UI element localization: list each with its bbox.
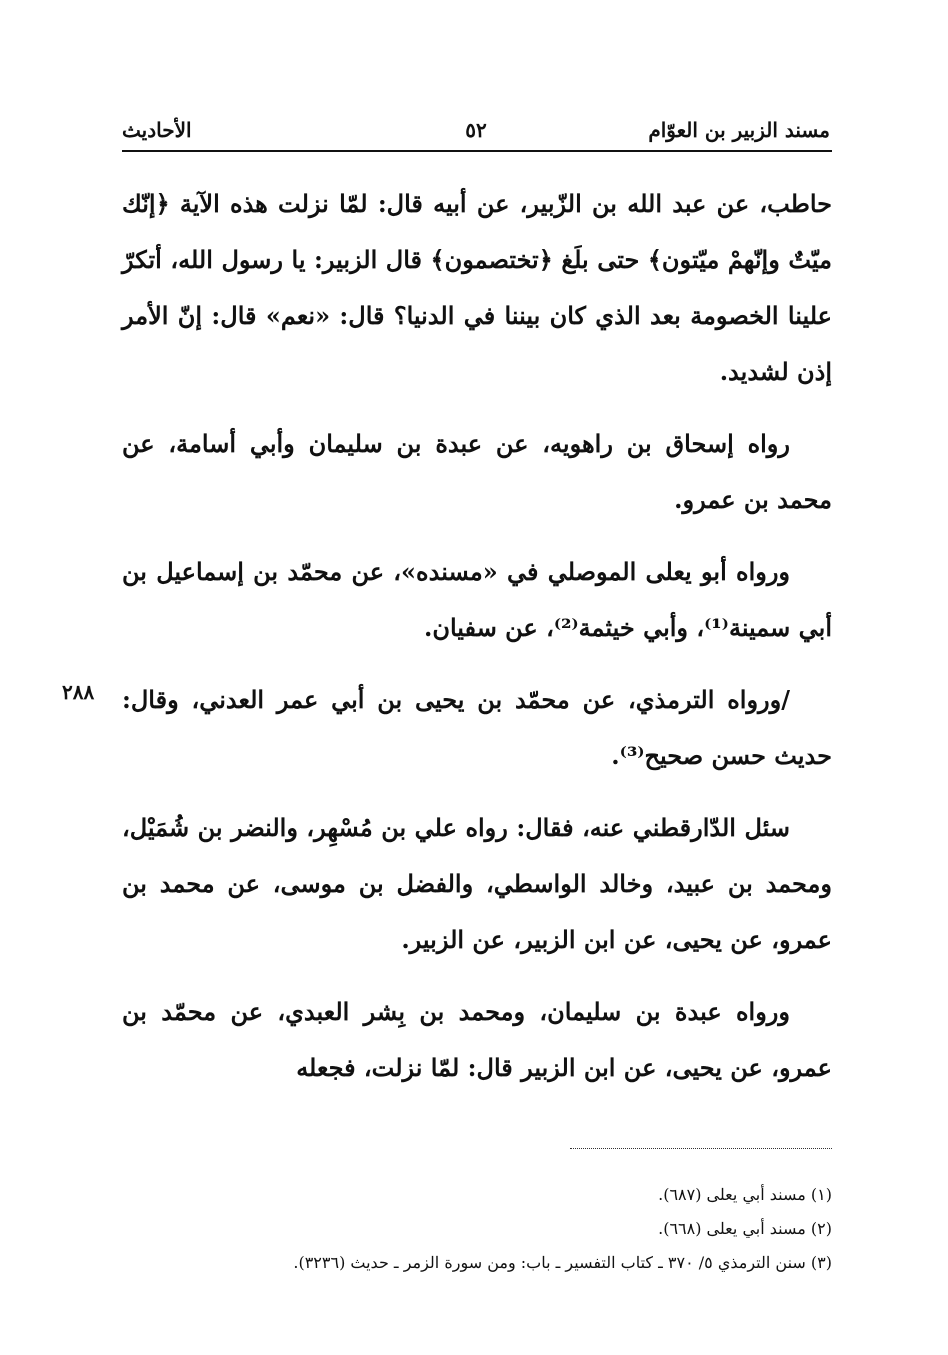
paragraph-1: حاطب، عن عبد الله بن الزّبير، عن أبيه قال: لمّا نزلت هذه الآية ﴿إنّك ميّتٌ وإنّهمْ ميّتون﴾ حتى بلَغ ﴿تختصمون﴾ قال الزبير: يا رسول الله، أتكرّ علينا الخصومة بعد الذي كان بيننا في الدنيا؟ قال: «نعم» قال: إنّ الأمر إذن لشديد. <box>122 189 832 386</box>
paragraph-3: ورواه أبو يعلى الموصلي في «مسنده»، عن محمّد بن إسماعيل بن أبي سمينة⁽¹⁾، وأبي خيثمة⁽²⁾، عن سفيان. <box>122 557 832 642</box>
footnote-separator <box>570 1148 832 1149</box>
margin-page-reference: ٢٨٨ <box>62 680 95 704</box>
main-text <box>62 176 832 1112</box>
paragraph-2: رواه إسحاق بن راهويه، عن عبدة بن سليمان وأبي أسامة، عن محمد بن عمرو. <box>122 429 832 514</box>
paragraph-6: ورواه عبدة بن سليمان، ومحمد بن بِشر العبدي، عن محمّد بن عمرو، عن يحيى، عن ابن الزبير قال: لمّا نزلت، فجعله <box>122 997 832 1082</box>
header-rule <box>122 150 832 152</box>
header-section-title: الأحاديث <box>122 118 192 142</box>
footnote-3: (٣) سنن الترمذي ٥/ ٣٧٠ ـ كتاب التفسير ـ باب: ومن سورة الزمر ـ حديث (٣٢٣٦). <box>293 1253 832 1272</box>
paragraph-4-wrap <box>62 672 832 784</box>
footnotes <box>122 1178 832 1280</box>
page-header <box>122 112 830 148</box>
footnote-2: (٢) مسند أبي يعلى (٦٦٨). <box>658 1219 832 1238</box>
paragraph-4: /ورواه الترمذي، عن محمّد بن يحيى بن أبي عمر العدني، وقال: حديث حسن صحيح⁽³⁾. <box>122 685 832 770</box>
paragraph-5: سئل الدّارقطني عنه، فقال: رواه علي بن مُسْهِر، والنضر بن شُمَيْل، ومحمد بن عبيد، وخالد الواسطي، والفضل بن موسى، عن محمد بن عمرو، عن يحيى، عن ابن الزبير، عن الزبير. <box>122 813 832 954</box>
header-book-title: مسند الزبير بن العوّام <box>648 118 830 142</box>
footnote-1: (١) مسند أبي يعلى (٦٨٧). <box>658 1185 832 1204</box>
page-number: ٥٢ <box>465 118 487 142</box>
